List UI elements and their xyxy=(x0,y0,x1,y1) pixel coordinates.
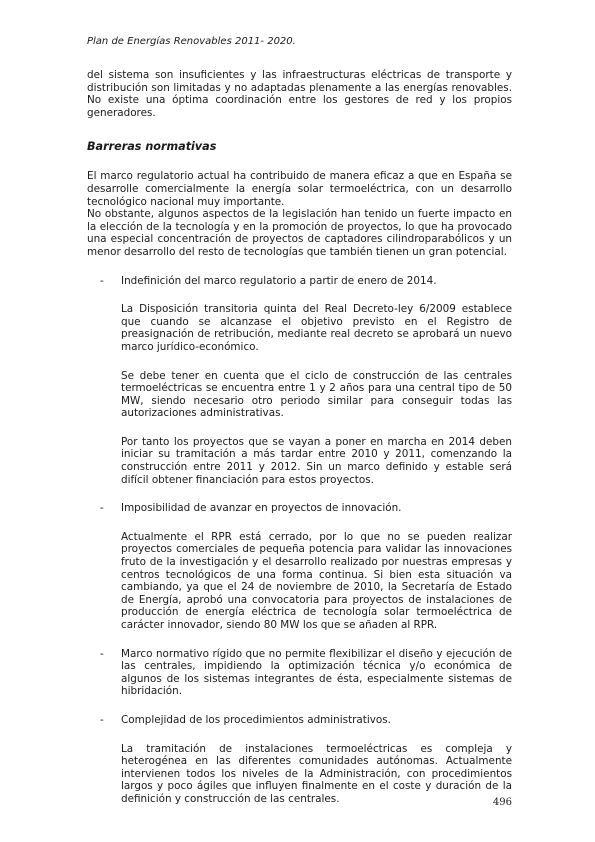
bullet-dash: - xyxy=(100,274,104,287)
bullet-4-paragraph-1: La tramitación de instalaciones termoeléctricas es compleja y heterogénea en las diferentes comunidades autónomas. Actualmente intervienen todos los niveles de la Administración, con procedimientos largos y poco ágiles que influyen finalmente en el coste y duración de la definición y construcción de las centrales. xyxy=(121,742,512,805)
intro-paragraph: del sistema son insuficientes y las infraestructuras eléctricas de transporte y distribución son limitadas y no adaptadas plenamente a las energías renovables. No existe una óptima coordinación entre los gestores de red y los propios generadores. xyxy=(87,69,512,119)
page-body xyxy=(87,69,512,806)
section-paragraph-2: No obstante, algunos aspectos de la legislación han tenido un fuerte impacto en la elección de la tecnología y en la promoción de proyectos, lo que ha provocado una especial concentración de proyectos de captadores cilindroparabólicos y un menor desarrollo del resto de tecnologías que también tienen un gran potencial. xyxy=(87,208,512,258)
bullet-item-4 xyxy=(87,714,512,727)
bullet-2-paragraph-1: Actualmente el RPR está cerrado, por lo que no se pueden realizar proyectos comerciales de pequeña potencia para validar las innovaciones fruto de la investigación y el desarrollo realizado por nuestras empresas y centros tecnológicos de una forma continua. Si bien esta situación va cambiando, ya que el 24 de noviembre de 2010, la Secretaría de Estado de Energía, aprobó una convocatoria para proyectos de instalaciones de producción de energía eléctrica de tecnología solar termoeléctrica de carácter innovador, siendo 80 MW los que se añaden al RPR. xyxy=(121,530,512,631)
section-heading: Barreras normativas xyxy=(87,140,217,154)
bullet-1-paragraph-2: Se debe tener en cuenta que el ciclo de construcción de las centrales termoeléctricas se encuentra entre 1 y 2 años para una central tipo de 50 MW, siendo necesario otro periodo similar para conseguir todas las autorizaciones administrativas. xyxy=(121,369,512,420)
bullet-item-2 xyxy=(87,502,512,515)
section-paragraph-1: El marco regulatorio actual ha contribuido de manera eficaz a que en España se desarrolle comercialmente la energía solar termoeléctrica, con un desarrollo tecnológico nacional muy importante. xyxy=(87,170,512,208)
page-number: 496 xyxy=(492,797,512,808)
bullet-1-paragraph-1: La Disposición transitoria quinta del Real Decreto-ley 6/2009 establece que cuando se alcanzase el objetivo previsto en el Registro de preasignación de retribución, mediante real decreto se aprobará un nuevo marco jurídico-económico. xyxy=(121,303,512,353)
bullet-item-1 xyxy=(87,275,512,288)
bullet-dash: - xyxy=(100,647,104,660)
bullet-title: Indefinición del marco regulatorio a partir de enero de 2014. xyxy=(121,274,437,287)
bullet-title: Marco normativo rígido que no permite flexibilizar el diseño y ejecución de las centrales, impidiendo la optimización técnica y/o económica de algunos de los sistemas integrantes de ésta, especialmente sistemas de hibridación. xyxy=(121,647,512,698)
bullet-dash: - xyxy=(100,713,104,726)
bullet-1-paragraph-3: Por tanto los proyectos que se vayan a poner en marcha en 2014 deben iniciar su tramitación a más tardar entre 2010 y 2011, comenzando la construcción entre 2011 y 2012. Sin un marco definido y estable será difícil obtener financiación para estos proyectos. xyxy=(121,435,512,486)
bullet-item-3 xyxy=(87,648,512,698)
running-header: Plan de Energías Renovables 2011- 2020. xyxy=(87,36,296,47)
bullet-dash: - xyxy=(100,502,104,515)
bullet-title: Imposibilidad de avanzar en proyectos de innovación. xyxy=(121,502,402,515)
bullet-title: Complejidad de los procedimientos administrativos. xyxy=(121,713,391,726)
